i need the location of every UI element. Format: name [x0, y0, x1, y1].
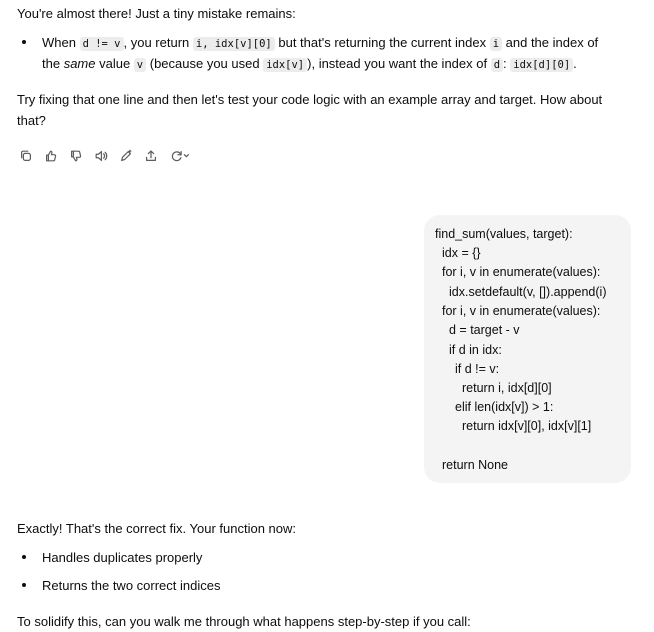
code-line: for i, v in enumerate(values):: [442, 265, 601, 279]
thumbs-down-icon[interactable]: [67, 147, 85, 165]
bullet-line-2: the same value v (because you used idx[v] ), instead you want the index of d : idx[d][0] .: [42, 56, 577, 71]
list-item: [17, 547, 417, 568]
list-item: [17, 32, 637, 74]
list-item-text: Handles duplicates properly: [42, 550, 203, 565]
inline-code: d != v: [80, 37, 124, 51]
code-line: if d != v:: [455, 362, 500, 376]
code-line: idx = {}: [442, 246, 481, 260]
code-line: d = target - v: [449, 323, 520, 337]
code-line: idx.setdefault(v, []).append(i): [449, 285, 607, 299]
message-action-bar: [17, 147, 200, 165]
code-line: elif len(idx[v]) > 1:: [455, 400, 554, 414]
user-message-bubble: [424, 215, 631, 483]
code-line: return i, idx[d][0]: [462, 381, 552, 395]
inline-code: v: [134, 58, 146, 72]
reply-followup-2: that?: [17, 113, 46, 128]
code-line: return idx[v][0], idx[v][1]: [462, 419, 592, 433]
copy-icon[interactable]: [17, 147, 35, 165]
regenerate-icon[interactable]: [167, 147, 193, 165]
thumbs-up-icon[interactable]: [42, 147, 60, 165]
inline-code: idx[d][0]: [510, 58, 573, 72]
list-item: [17, 575, 417, 596]
inline-code: i: [490, 37, 502, 51]
bullet-dot: [22, 555, 26, 559]
inline-code: d: [491, 58, 503, 72]
inline-code: idx[v]: [263, 58, 307, 72]
bullet-dot: [22, 40, 26, 44]
bullet-dot: [22, 583, 26, 587]
bullet-line-1: When d != v , you return i, idx[v][0] but that's returning the current index i and the index of: [42, 35, 599, 50]
read-aloud-icon[interactable]: [92, 147, 110, 165]
reply-closing: To solidify this, can you walk me through what happens step-by-step if you call:: [17, 614, 471, 629]
share-icon[interactable]: [142, 147, 160, 165]
code-line: if d in idx:: [449, 343, 502, 357]
inline-code: i, idx[v][0]: [193, 37, 275, 51]
code-line: return None: [442, 458, 509, 472]
reply-intro: You're almost there! Just a tiny mistake remains:: [17, 6, 296, 21]
edit-canvas-icon[interactable]: [117, 147, 135, 165]
list-item-text: Returns the two correct indices: [42, 578, 221, 593]
code-line: for i, v in enumerate(values):: [442, 304, 601, 318]
reply-followup-1: Try fixing that one line and then let's test your code logic with an example array and target. How about: [17, 92, 603, 107]
code-line: find_sum(values, target):: [435, 227, 573, 241]
reply-intro-2: Exactly! That's the correct fix. Your function now:: [17, 521, 296, 536]
